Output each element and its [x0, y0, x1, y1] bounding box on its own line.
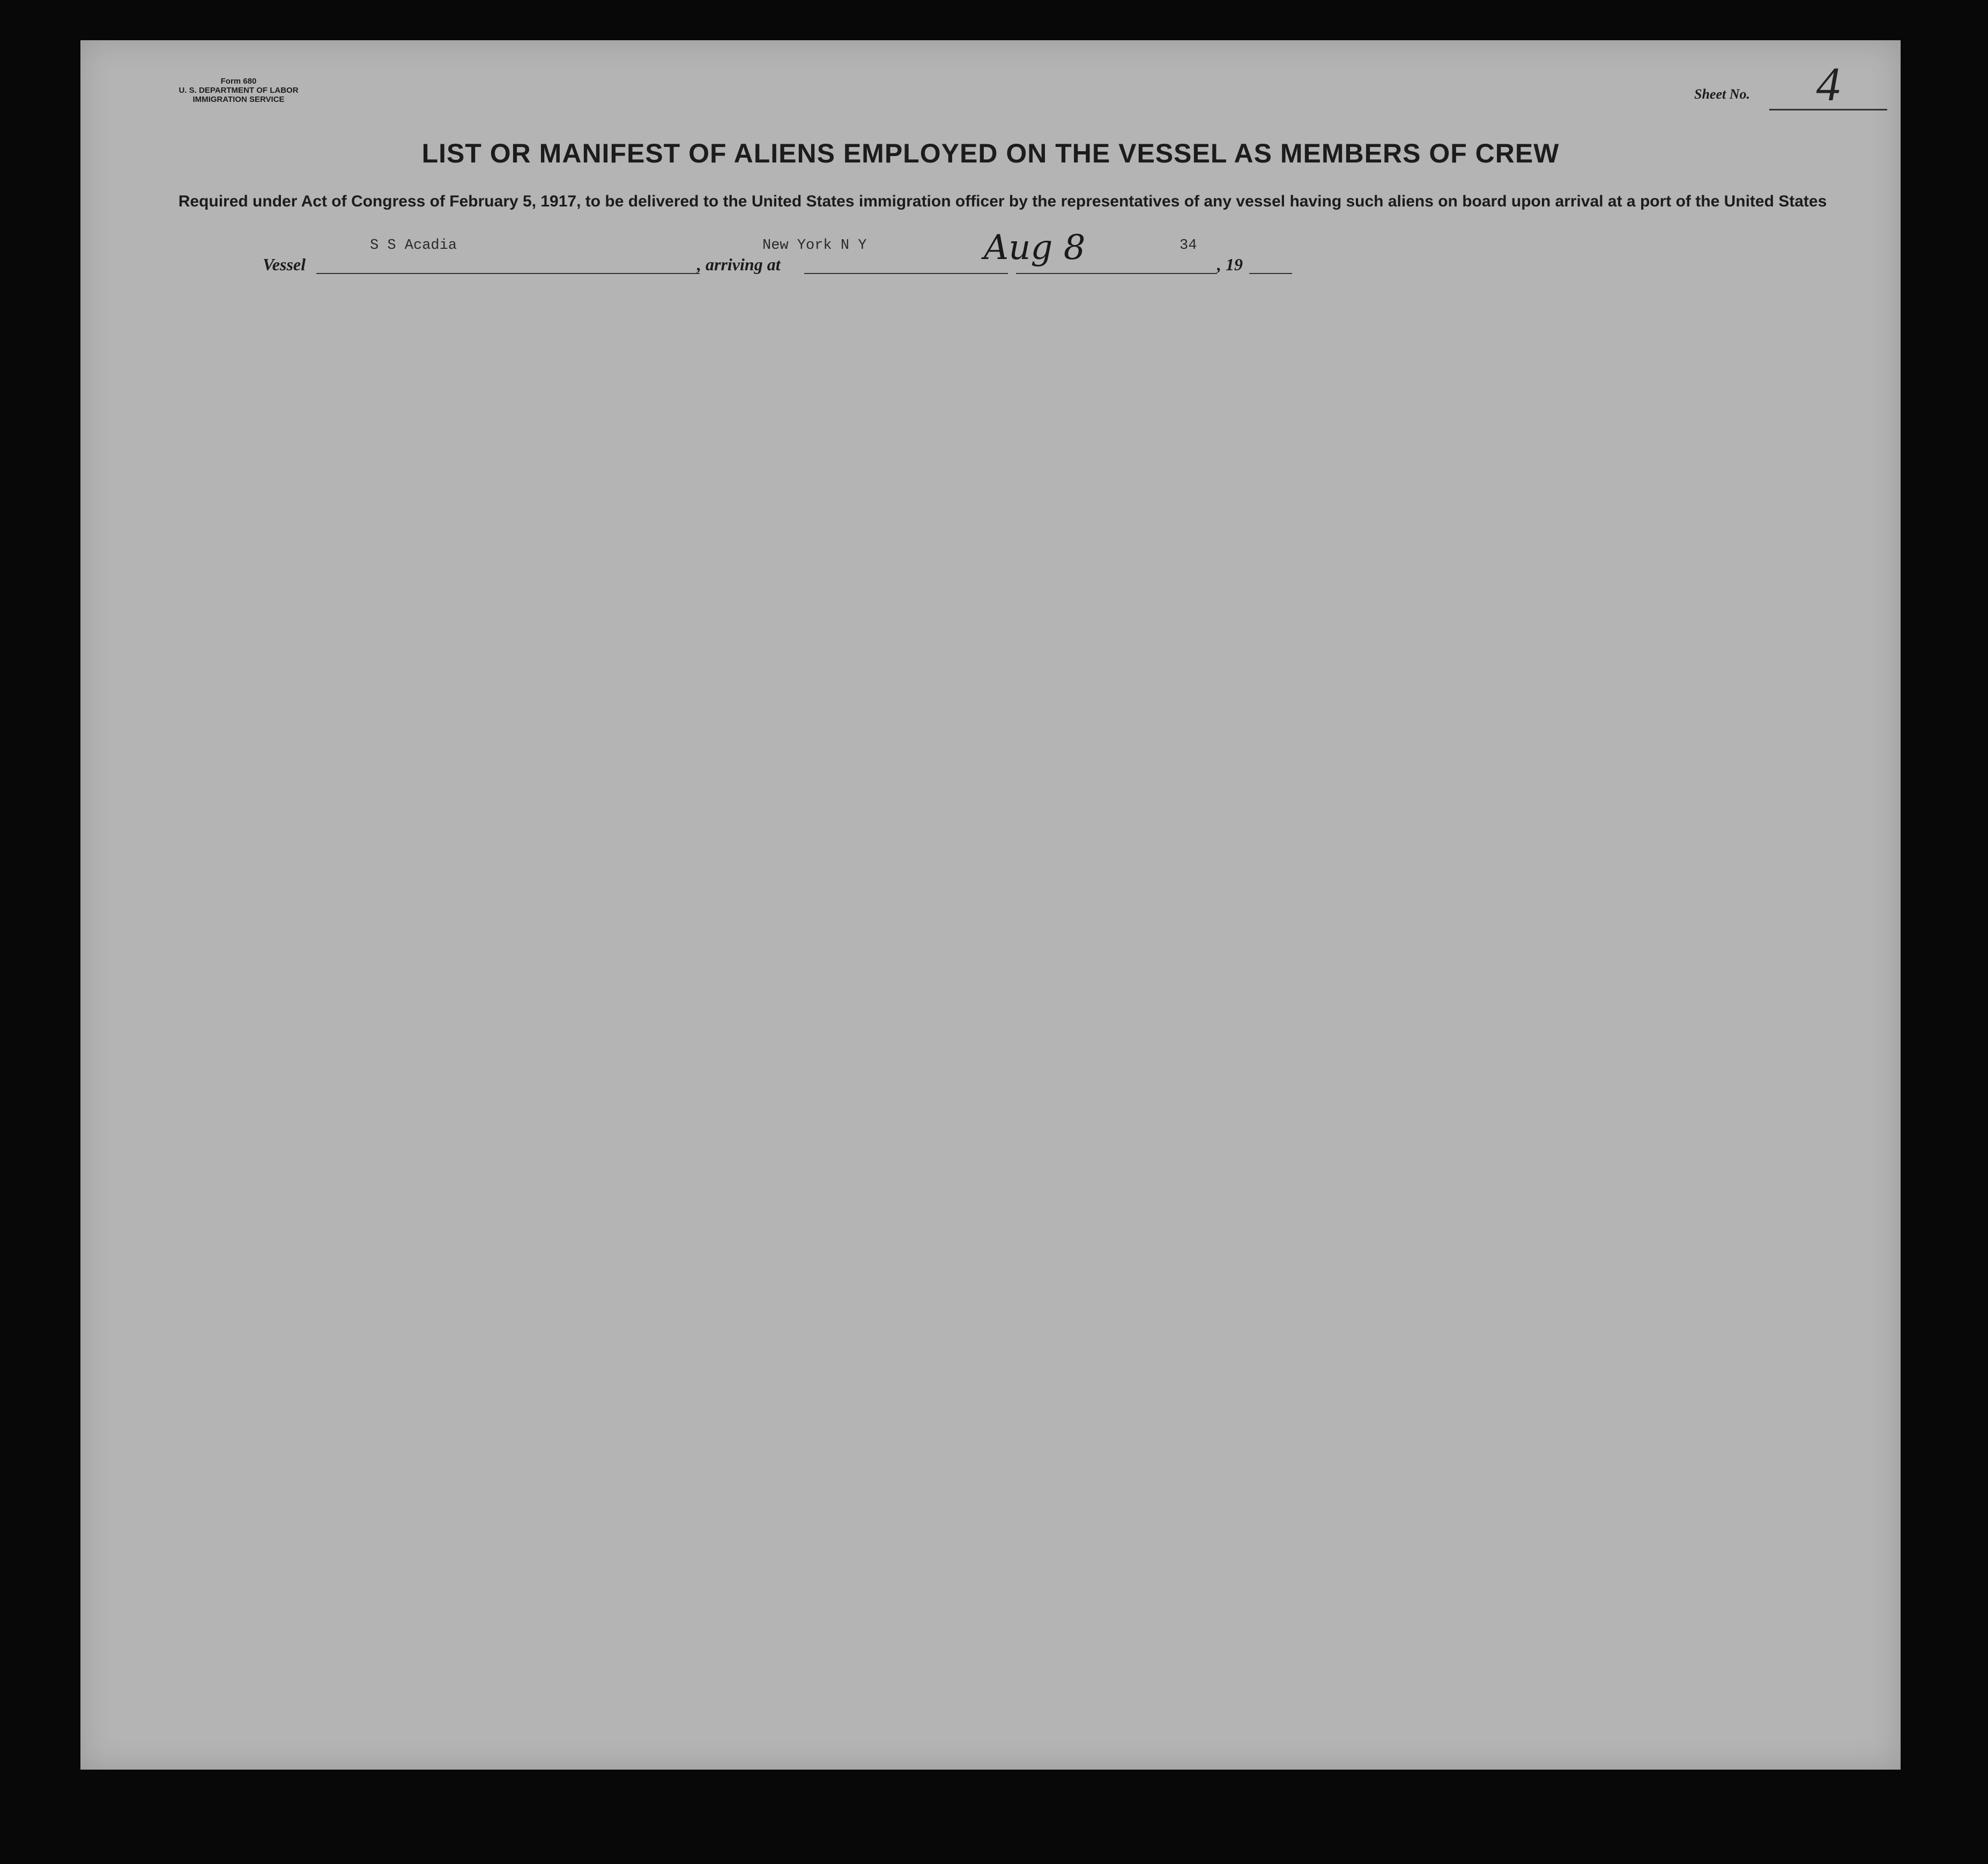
- form-number: Form 680: [220, 77, 257, 86]
- vessel-label: Vessel: [263, 255, 306, 274]
- service-name: IMMIGRATION SERVICE: [192, 95, 285, 104]
- arrival-year: 34: [1180, 238, 1197, 254]
- form-identifier: [150, 77, 327, 104]
- document-title: LIST OR MANIFEST OF ALIENS EMPLOYED ON THE VESSEL AS MEMBERS OF CREW: [421, 138, 1560, 168]
- arrival-date: Aug 8: [984, 228, 1086, 268]
- arrival-port: New York N Y: [762, 238, 867, 254]
- sheet-number-label: Sheet No.: [1694, 86, 1750, 102]
- year-label: , 19: [1217, 255, 1243, 274]
- manifest-sheet: [80, 40, 1901, 1770]
- vessel-name: S S Acadia: [370, 238, 457, 254]
- sheet-number: 4: [1769, 61, 1887, 110]
- arriving-label: , arriving at: [697, 255, 781, 274]
- document-subtitle: Required under Act of Congress of February 5, 1917, to be delivered to the United States immigration officer by the representatives of any vessel having such aliens on board upon arrival at a port of the United States: [178, 193, 1827, 210]
- department-name: U. S. DEPARTMENT OF LABOR: [179, 86, 299, 95]
- voyage-details: [80, 228, 1901, 282]
